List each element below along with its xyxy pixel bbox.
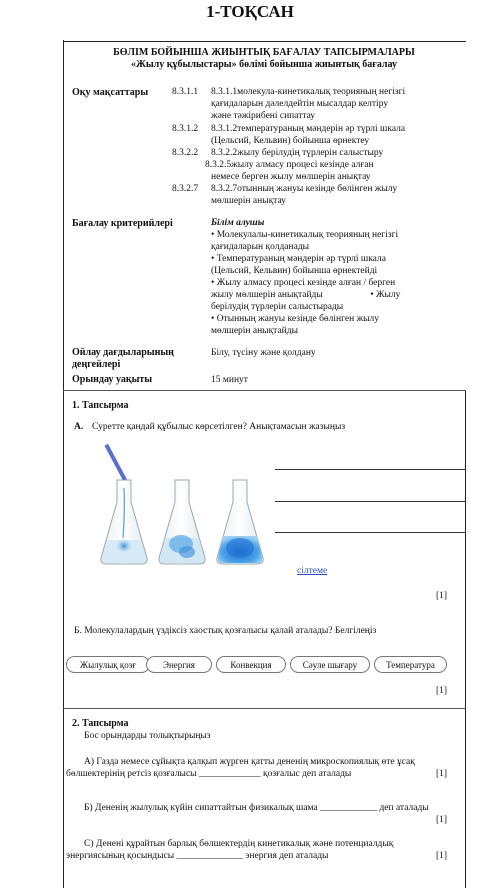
header-line-2: «Жылу құбылыстары» бөлімі бойынша жиынтық бағалау — [130, 59, 398, 70]
criteria-line-9: мөлшерін анықтайды — [211, 326, 298, 336]
task2-c-line-2: энергиясының қосындысы ______________ энергия деп аталады — [66, 851, 329, 861]
frame-left-border — [63, 40, 64, 888]
criteria-line-1: • Молекулалы-кинетикалық теорияның негізгі — [211, 230, 399, 240]
skills-label-line-1: Ойлау дағдыларының — [72, 347, 174, 358]
task2-a-line-1: А) Газда немесе сұйықта қалқып жүрген қатты дененің микроскопиялық өте ұсақ — [84, 757, 415, 767]
task-divider — [63, 708, 466, 709]
criteria-label: Бағалау критерийлері — [72, 218, 173, 229]
section-divider — [63, 390, 466, 391]
objective-1-line-1: 8.3.1.1молекула-кинетикалық теорияның негізгі — [211, 87, 406, 97]
criteria-line-5: • Жылу алмасу процесі кезінде алған / берген — [211, 278, 396, 288]
task1-question-a-letter: А. — [74, 422, 84, 432]
flask-1 — [101, 480, 147, 564]
answer-line-2[interactable] — [275, 501, 466, 502]
task2-c-line-1: С) Денені құрайтын барлық бөлшектердің кинетикалық және потенциалдық — [84, 839, 394, 849]
objectives-label: Оқу мақсаттары — [72, 87, 149, 98]
objective-4-line-2: мөлшерін анықтау — [211, 196, 286, 206]
objective-code-1: 8.3.1.1 — [172, 87, 199, 97]
task1-a-mark: [1] — [436, 591, 448, 601]
time-value: 15 минут — [211, 375, 248, 385]
objective-3-line-3: немесе берген жылу мөлшерін анықтау — [211, 172, 371, 182]
objective-code-2: 8.3.1.2 — [172, 124, 199, 134]
flask-2 — [159, 480, 205, 564]
criteria-line-3: • Температураның мәндерін әр түрлі шкала — [211, 254, 386, 264]
skills-label-line-2: деңгейлері — [72, 359, 121, 370]
objective-3-line-2: 8.3.2.5жылу алмасу процесі кезінде алған — [205, 160, 374, 170]
objective-1-line-2: қағидаларын дәлелдейтін мысалдар келтіру — [211, 99, 389, 109]
task2-a-mark: [1] — [436, 769, 448, 779]
objective-2-line-2: (Цельсий, Кельвин) бойынша өрнектеу — [211, 136, 370, 146]
option-thermal-motion[interactable]: Жылулық қозғ — [66, 656, 150, 673]
header-line-1: БӨЛІМ БОЙЫНША ЖИЫНТЫҚ БАҒАЛАУ ТАПСЫРМАЛАРЫ — [113, 47, 415, 58]
page-title: 1-ТОҚСАН — [206, 2, 294, 21]
flask-3 — [217, 480, 263, 564]
option-temperature[interactable]: Температура — [374, 656, 447, 673]
frame-right-border — [465, 390, 466, 888]
objective-code-3: 8.3.2.2 — [172, 148, 199, 158]
task2-b-line-1: Б) Дененің жылулық күйін сипаттайтын физикалық шама ____________ деп аталады — [84, 803, 429, 813]
task2-heading: 2. Тапсырма — [72, 718, 129, 729]
objective-1-line-3: және тәжірибені сипаттау — [211, 111, 316, 121]
source-link[interactable]: сілтеме — [297, 566, 328, 576]
task1-question-b: Б. Молекулалардың үздіксіз хаостық қозғалысы қалай аталады? Белгілеңіз — [74, 626, 377, 636]
task1-heading: 1. Тапсырма — [72, 400, 129, 411]
task2-a-line-2: бөлшектерінің ретсіз қозғалысы _____________ қозғалыс деп аталады — [66, 769, 352, 779]
answer-line-3[interactable] — [275, 532, 466, 533]
criteria-subtitle: Білім алушы — [211, 218, 265, 228]
skills-value: Білу, түсіну және қолдану — [211, 348, 316, 358]
objective-2-line-1: 8.3.1.2температураның мәндерін әр түрлі шкала — [211, 124, 406, 134]
criteria-line-8: • Отынның жануы кезінде бөлінген жылу — [211, 314, 380, 324]
objective-3-line-1: 8.3.2.2жылу берілудің түрлерін салыстыру — [211, 148, 384, 158]
criteria-line-4: (Цельсий, Кельвин) бойынша өрнектейді — [211, 266, 378, 276]
task2-intro: Бос орындарды толықтырыңыз — [84, 731, 211, 741]
task1-b-mark: [1] — [436, 686, 448, 696]
criteria-line-7: берілудің түрлерін салыстырады — [211, 302, 344, 312]
option-radiation[interactable]: Сәуле шығару — [290, 656, 370, 673]
option-convection[interactable]: Конвекция — [216, 656, 286, 673]
task2-c-mark: [1] — [436, 851, 448, 861]
objective-code-4: 8.3.2.7 — [172, 184, 199, 194]
time-label: Орындау уақыты — [72, 374, 153, 385]
answer-line-1[interactable] — [275, 469, 466, 470]
flasks-diffusion-image — [95, 440, 270, 570]
criteria-line-2: қағидаларын қолданады — [211, 242, 310, 252]
objective-4-line-1: 8.3.2.7отынның жануы кезінде бөлінген жылу — [211, 184, 398, 194]
task1-question-a: Суретте қандай құбылыс көрсетілген? Анықтамасын жазыңыз — [92, 422, 346, 432]
criteria-line-6: жылу мөлшерін анықтайды • Жылу — [211, 290, 401, 300]
frame-top-border — [63, 41, 466, 42]
option-energy[interactable]: Энергия — [146, 656, 212, 673]
task2-b-mark: [1] — [436, 815, 448, 825]
